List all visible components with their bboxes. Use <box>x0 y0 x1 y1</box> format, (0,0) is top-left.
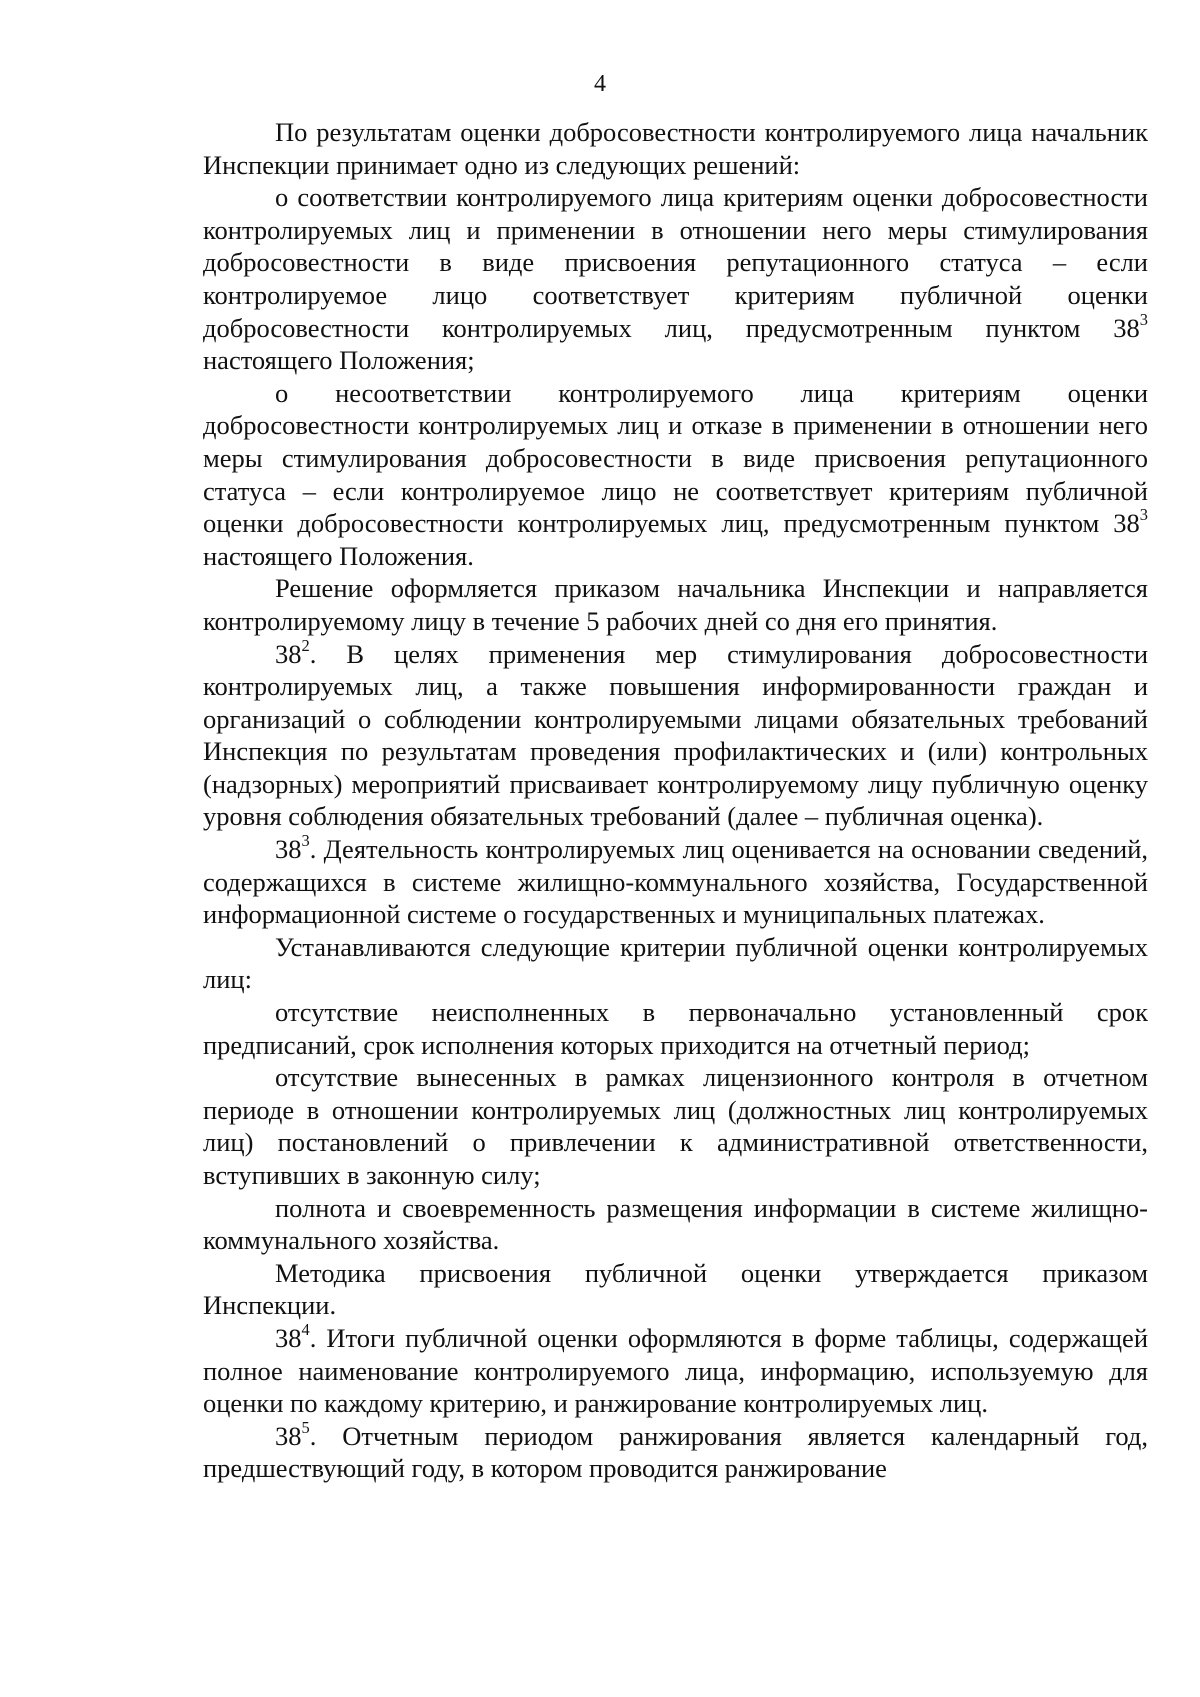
paragraph-decision-order: Решение оформляется приказом начальника Инспекции и направляется контролируемому лицу в течение 5 рабочих дней со дня его принятия. <box>203 573 1148 636</box>
paragraph-decision-compliance: о соответствии контролируемого лица критериям оценки добросовестности контролируемых лиц и применении в отношении него меры стимулирования добросовестности в виде присвоения репутационного статуса – если контролируемое лицо соответствует критериям публичной оценки добросовестности контролируемых лиц, предусмотренным пунктом $38^3$ настоящего Положения; <box>203 182 1148 376</box>
paragraph-criteria-intro: Устанавливаются следующие критерии публичной оценки контролируемых лиц: <box>203 931 1148 995</box>
paragraph-clause-38-5: $38^5$. Отчетным периодом ранжирования является календарный год, предшествующий году, в котором проводится ранжирование <box>203 1417 1148 1484</box>
paragraph-methodology: Методика присвоения публичной оценки утверждается приказом Инспекции. <box>203 1257 1148 1321</box>
paragraph-criterion-penalties: отсутствие вынесенных в рамках лицензионного контроля в отчетном периоде в отношении контролируемых лиц (должностных лиц контролируемых лиц) постановлений о привлечении к административной ответственности, вступивших в законную силу; <box>203 1062 1148 1190</box>
paragraph-decision-noncompliance: о несоответствии контролируемого лица критериям оценки добросовестности контролируемых лиц и отказе в применении в отношении него меры стимулирования добросовестности в виде присвоения репутационного статуса – если контролируемое лицо не соответствует критериям публичной оценки добросовестности контролируемых лиц, предусмотренным пунктом $38^3$ настоящего Положения. <box>203 377 1148 571</box>
paragraph-clause-38-4: $38^4$. Итоги публичной оценки оформляются в форме таблицы, содержащей полное наименование контролируемого лица, информацию, используемую для оценки по каждому критерию, и ранжирование контролируемых лиц. <box>203 1320 1148 1419</box>
paragraph-criterion-orders: отсутствие неисполненных в первоначально установленный срок предписаний, срок исполнения которых приходится на отчетный период; <box>203 997 1148 1060</box>
paragraph-clause-38-3: $38^3$. Деятельность контролируемых лиц оценивается на основании сведений, содержащихся в системе жилищно-коммунального хозяйства, Государственной информационной системе о государственных и муниципальных платежах. <box>203 831 1148 930</box>
paragraph-intro-decisions: По результатам оценки добросовестности контролируемого лица начальник Инспекции принимает одно из следующих решений: <box>203 117 1148 180</box>
page-number: 4 <box>594 71 606 97</box>
paragraph-criterion-information: полнота и своевременность размещения информации в системе жилищно-коммунального хозяйства. <box>203 1192 1148 1256</box>
paragraph-clause-38-2: $38^2$. В целях применения мер стимулирования добросовестности контролируемых лиц, а также повышения информированности граждан и организаций о соблюдении контролируемыми лицами обязательных требований Инспекция по результатам проведения профилактических и (или) контрольных (надзорных) мероприятий присваивает контролируемому лицу публичную оценку уровня соблюдения обязательных требований (далее – публичная оценка). <box>203 635 1148 832</box>
document-body <box>203 116 1148 1485</box>
